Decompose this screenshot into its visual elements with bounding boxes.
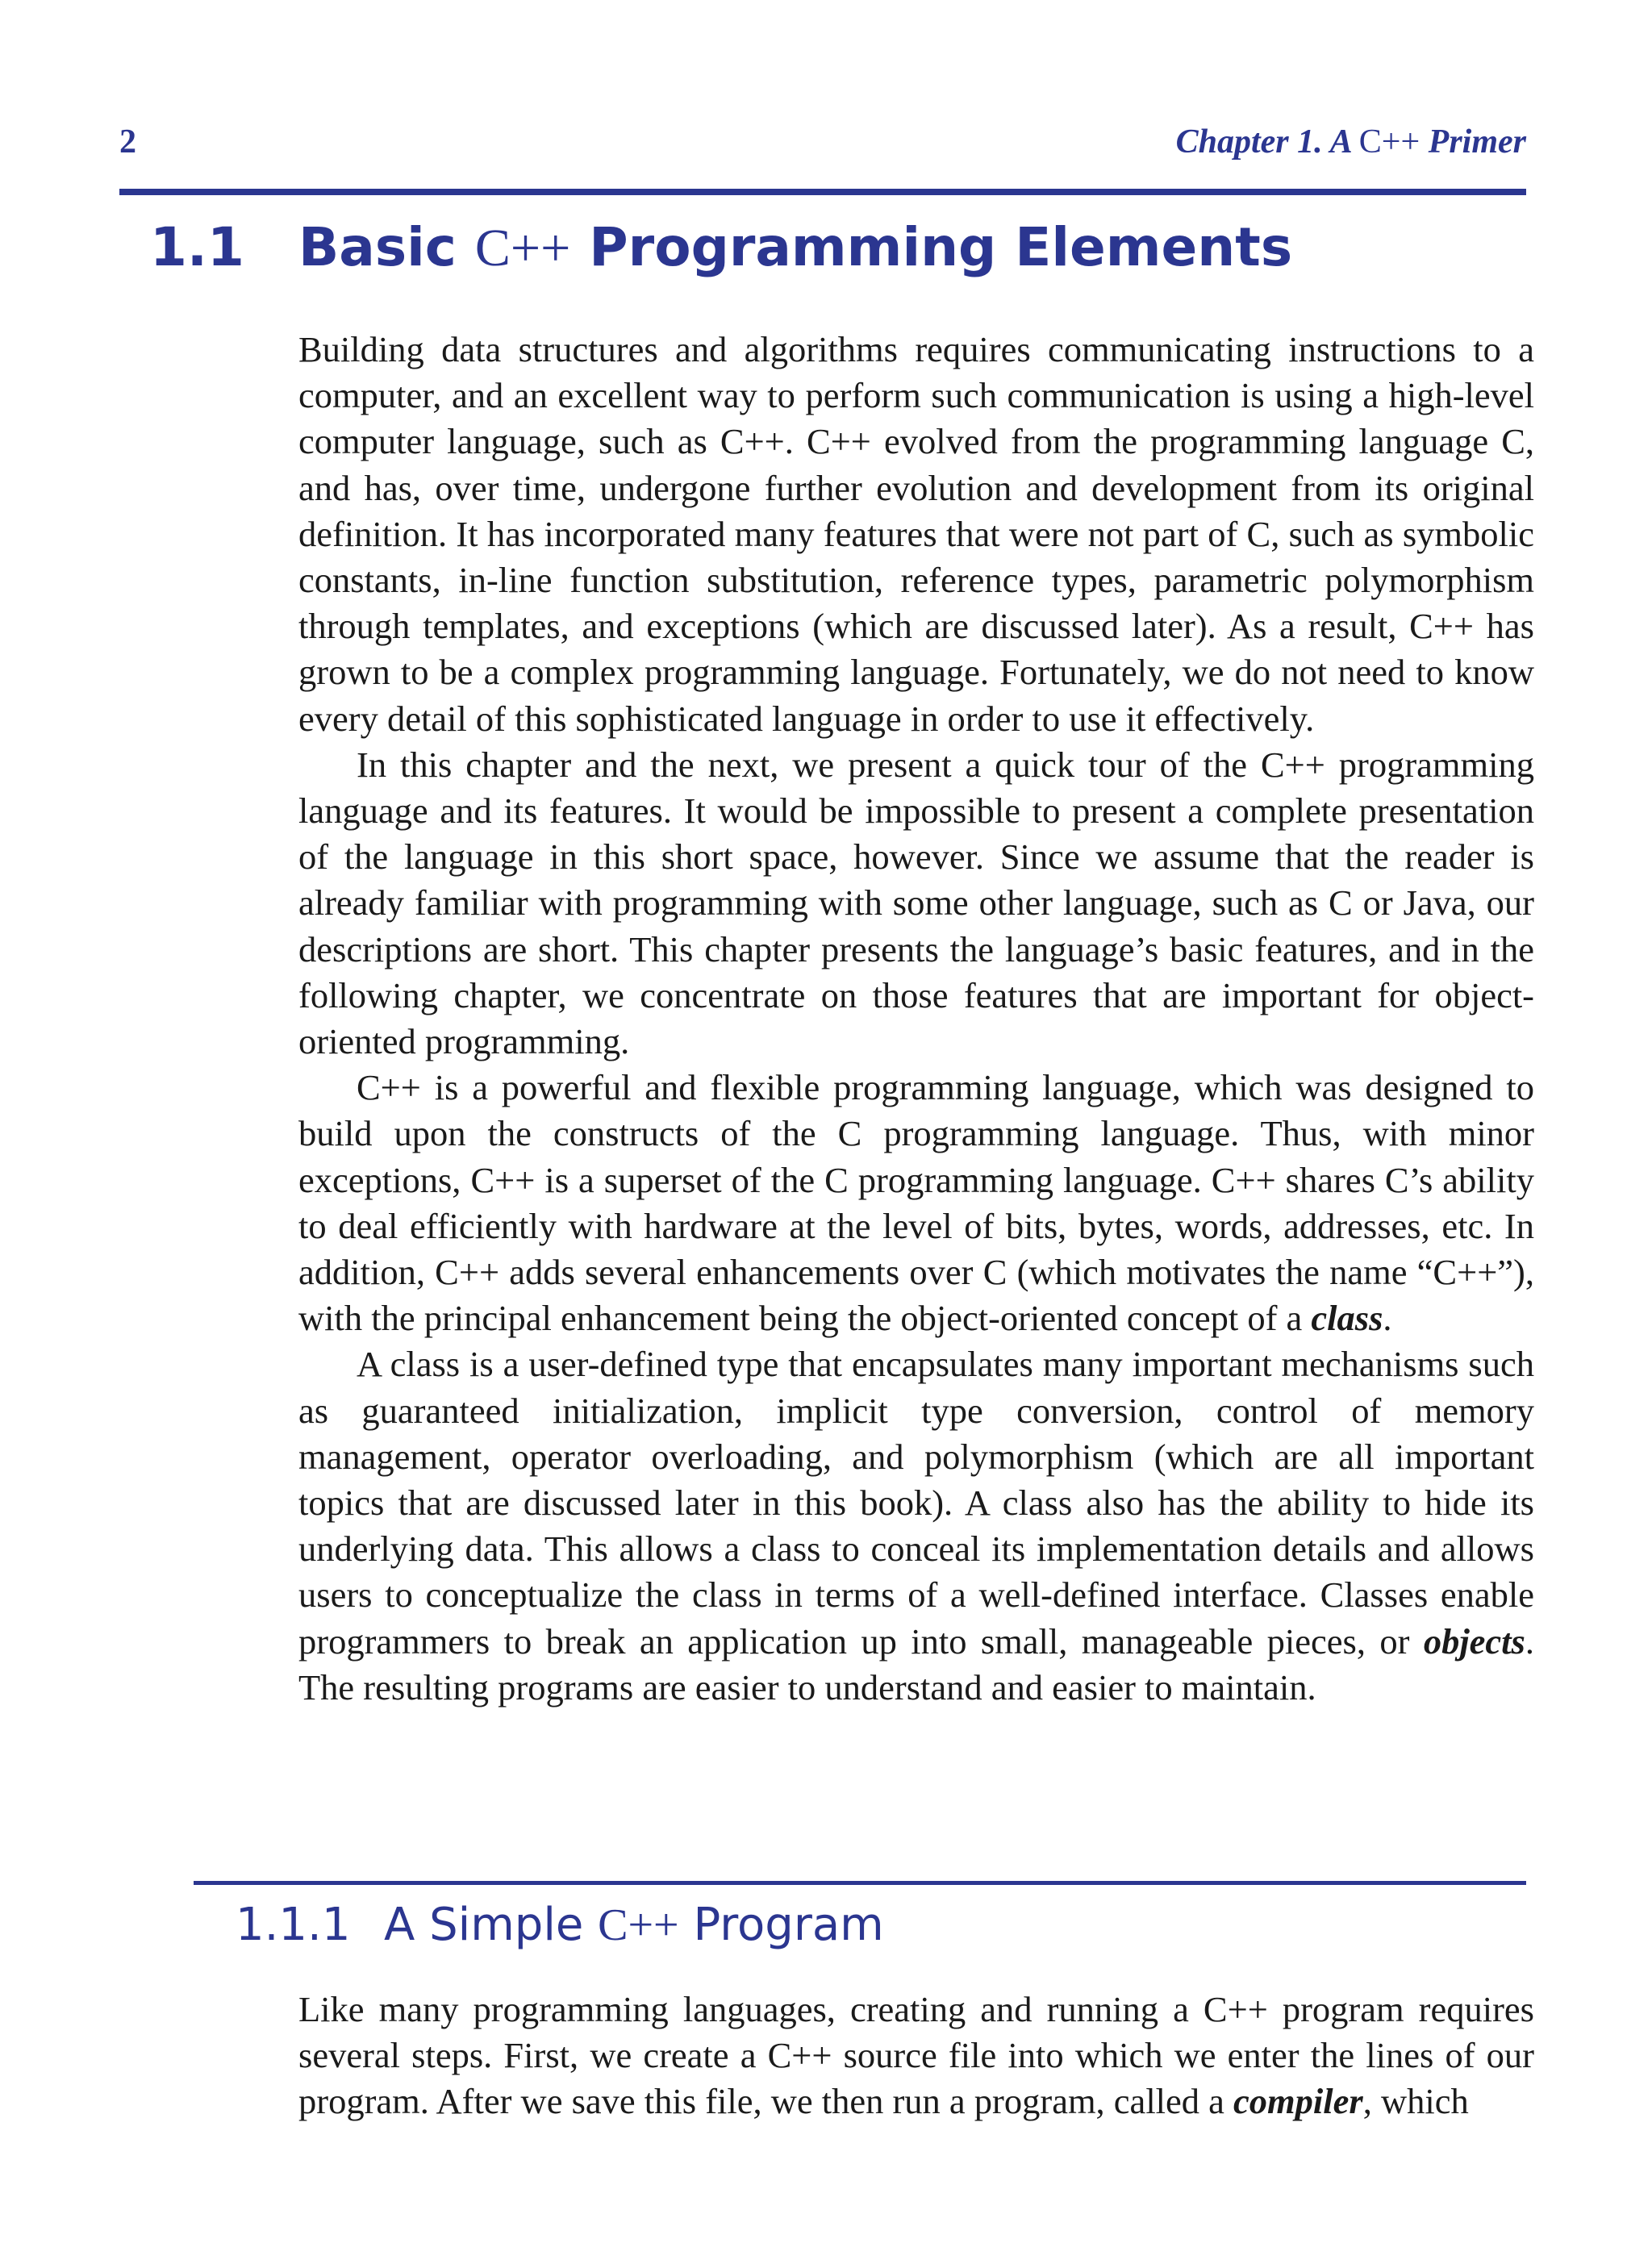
section-number: 1.1: [150, 216, 244, 278]
header-rule: [119, 189, 1526, 195]
paragraph-3-end: .: [1383, 1298, 1392, 1339]
paragraph-2: In this chapter and the next, we present a quick tour of the C++ programming language and its features. It would be impossible to present a complete presentation of the language in this short space, however. Since we assume that the reader is already familiar with programming with some other language, such as C or Java, our descriptions are short. This chapter presents the language’s basic features, and in the following chapter, we concentrate on those features that are important for object-oriented programming.: [298, 744, 1534, 1062]
chapter-title-pre: Chapter 1. A: [1175, 123, 1359, 161]
subsection-title-post: Program: [678, 1899, 884, 1951]
chapter-title-post: Primer: [1420, 123, 1526, 161]
section-title-pre: Basic: [298, 216, 475, 278]
term-class: class: [1311, 1298, 1383, 1339]
term-compiler: compiler: [1233, 2081, 1363, 2122]
section-title-cpp: C++: [474, 219, 571, 277]
paragraph-4: [298, 1341, 1534, 1711]
subsection-paragraph-text: Like many programming languages, creating and running a C++ program requires several steps. First, we create a C++ source file into which we enter the lines of our program. After we save this file, we then run a program, called a: [298, 1989, 1534, 2122]
subsection-paragraph-end: , which: [1362, 2081, 1469, 2122]
subsection-title-pre: A Simple: [384, 1899, 599, 1951]
subsection-number: 1.1.1: [236, 1899, 351, 1951]
section-title-post: Programming Elements: [570, 216, 1293, 278]
subsection-body: [298, 1987, 1534, 2125]
section-body: [298, 327, 1534, 1711]
paragraph-1: Building data structures and algorithms requires communicating instructions to a computer, and an excellent way to perform such communication is using a high-level computer language, such as C++. C++ evolved from the programming language C, and has, over time, undergone further evolution and development from its original definition. It has incorporated many features that were not part of C, such as symbolic constants, in-line function substitution, reference types, parametric polymorphism through templates, and exceptions (which are discussed later). As a result, C++ has grown to be a complex programming language. Fortunately, we do not need to know every detail of this sophisticated language in order to use it effectively.: [298, 329, 1534, 739]
paragraph-4-text: A class is a user-defined type that encapsulates many important mechanisms such as guaranteed initialization, implicit type conversion, control of memory management, operator overloading, and polymorphism (which are all important topics that are discussed later in this book). A class also has the ability to hide its underlying data. This allows a class to conceal its implementation details and allows users to conceptualize the class in terms of a well-defined interface. Classes enable programmers to break an application up into small, manageable pieces, or: [298, 1344, 1534, 1662]
subsection-rule: [194, 1881, 1526, 1885]
subsection-title-cpp: C++: [598, 1900, 679, 1950]
chapter-title: [1176, 123, 1526, 161]
paragraph-3: [298, 1065, 1534, 1341]
running-header: [119, 123, 1526, 171]
chapter-title-cpp: C++: [1358, 123, 1420, 161]
subsection-paragraph: [298, 1987, 1534, 2125]
paragraph-4-end: . The resulting programs are easier to understand and easier to maintain.: [298, 1620, 1534, 1708]
paragraph-3-text: C++ is a powerful and flexible programming language, which was designed to build upon the constructs of the C programming language. Thus, with minor exceptions, C++ is a superset of the C programming language. C++ shares C’s ability to deal efficiently with hardware at the level of bits, bytes, words, addresses, etc. In addition, C++ adds several enhancements over C (which motivates the name “C++”), with the principal enhancement being the object-oriented concept of a: [298, 1067, 1534, 1339]
section-heading: [150, 216, 1292, 279]
subsection-heading: [236, 1899, 884, 1951]
page-number: 2: [119, 123, 136, 161]
term-objects: objects: [1423, 1620, 1525, 1662]
